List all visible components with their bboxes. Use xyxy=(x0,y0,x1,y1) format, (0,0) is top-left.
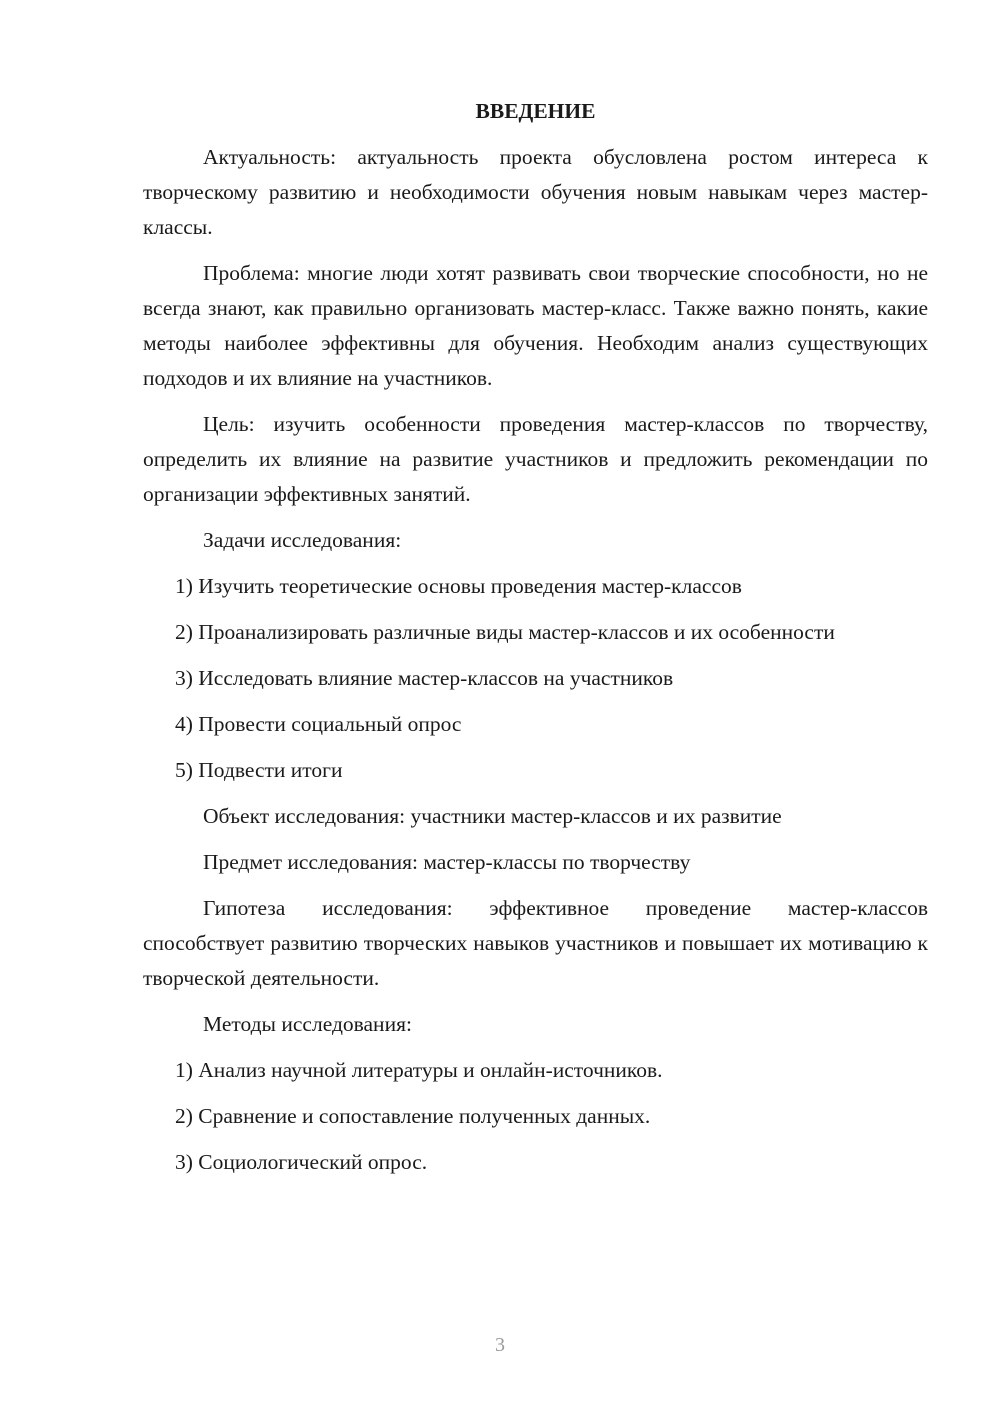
page-number: 3 xyxy=(495,1334,505,1356)
hypothesis-paragraph: Гипотеза исследования: эффективное проведение мастер-классов способствует развитию творческих навыков участников и повышает их мотивацию к творческой деятельности. xyxy=(143,896,928,990)
problem-paragraph: Проблема: многие люди хотят развивать свои творческие способности, но не всегда знают, как правильно организовать мастер-класс. Также важно понять, какие методы наиболее эффективны для обучения. Необходим анализ существующих подходов и их влияние на участников. xyxy=(143,261,928,390)
section-heading: ВВЕДЕНИЕ xyxy=(475,99,596,123)
task-item-4: 4) Провести социальный опрос xyxy=(175,712,462,736)
task-item-5: 5) Подвести итоги xyxy=(175,758,343,782)
document-page xyxy=(143,94,928,1191)
task-item-3: 3) Исследовать влияние мастер-классов на участников xyxy=(175,666,674,690)
tasks-title: Задачи исследования: xyxy=(203,528,402,552)
relevance-paragraph: Актуальность: актуальность проекта обусловлена ростом интереса к творческому развитию и необходимости обучения новым навыкам через мастер-классы. xyxy=(143,145,928,239)
task-item-2: 2) Проанализировать различные виды мастер-классов и их особенности xyxy=(175,620,835,644)
methods-title: Методы исследования: xyxy=(203,1012,412,1036)
task-item-1: 1) Изучить теоретические основы проведения мастер-классов xyxy=(175,574,742,598)
method-item-3: 3) Социологический опрос. xyxy=(175,1150,428,1174)
goal-paragraph: Цель: изучить особенности проведения мастер-классов по творчеству, определить их влияние на развитие участников и предложить рекомендации по организации эффективных занятий. xyxy=(143,412,928,506)
subject-paragraph: Предмет исследования: мастер-классы по творчеству xyxy=(203,850,691,874)
method-item-1: 1) Анализ научной литературы и онлайн-источников. xyxy=(175,1058,663,1082)
method-item-2: 2) Сравнение и сопоставление полученных данных. xyxy=(175,1104,651,1128)
object-paragraph: Объект исследования: участники мастер-классов и их развитие xyxy=(203,804,782,828)
